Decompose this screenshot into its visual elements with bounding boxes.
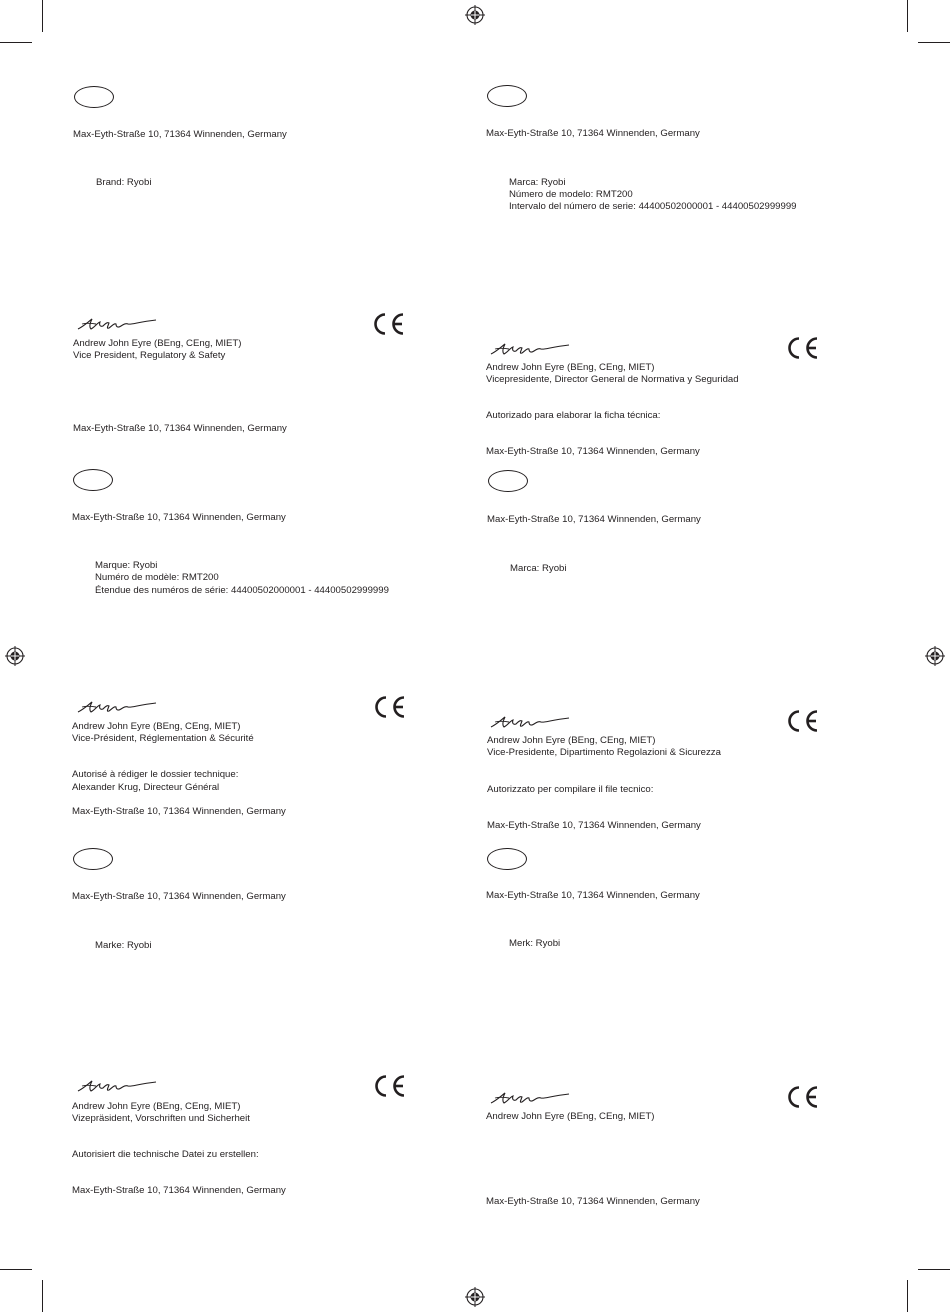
address-text: Max-Eyth-Straße 10, 71364 Winnenden, Germany [487, 820, 701, 831]
signatory-title: Vicepresidente, Director General de Normativa y Seguridad [486, 374, 739, 385]
authorized-text: Autorisé à rédiger le dossier technique: [72, 769, 239, 780]
registration-mark-icon [5, 646, 25, 666]
authorized-text: Autorizzato per compilare il file tecnico: [487, 784, 654, 795]
address-text: Max-Eyth-Straße 10, 71364 Winnenden, Germany [73, 423, 287, 434]
signatory-name: Andrew John Eyre (BEng, CEng, MIET) [72, 1101, 241, 1112]
crop-mark [0, 42, 32, 43]
ce-mark-icon [784, 708, 820, 734]
language-badge-oval [488, 470, 528, 492]
brand-text: Brand: Ryobi [96, 177, 152, 188]
ce-mark-icon [371, 1073, 407, 1099]
signature-icon [76, 1078, 158, 1094]
ce-mark-icon [370, 311, 406, 337]
authorized-text: Autorizado para elaborar la ficha técnica: [486, 410, 661, 421]
address-text: Max-Eyth-Straße 10, 71364 Winnenden, Germany [486, 446, 700, 457]
address-text: Max-Eyth-Straße 10, 71364 Winnenden, Germany [73, 129, 287, 140]
model-number-text: Numéro de modèle: RMT200 [95, 572, 219, 583]
language-badge-oval [74, 86, 114, 108]
registration-mark-icon [925, 646, 945, 666]
language-badge-oval [73, 469, 113, 491]
brand-text: Marca: Ryobi [509, 177, 566, 188]
crop-mark [918, 1269, 950, 1270]
address-text: Max-Eyth-Straße 10, 71364 Winnenden, Germany [72, 1185, 286, 1196]
signatory-title: Vizepräsident, Vorschriften und Sicherheit [72, 1113, 250, 1124]
language-badge-oval [73, 848, 113, 870]
signature-icon [76, 316, 158, 332]
address-text: Max-Eyth-Straße 10, 71364 Winnenden, Germany [72, 891, 286, 902]
signatory-name: Andrew John Eyre (BEng, CEng, MIET) [486, 1111, 655, 1122]
crop-mark [907, 0, 908, 32]
address-text: Max-Eyth-Straße 10, 71364 Winnenden, Germany [487, 514, 701, 525]
ce-mark-icon [784, 1084, 820, 1110]
registration-mark-icon [465, 1287, 485, 1307]
crop-mark [0, 1269, 32, 1270]
address-text: Max-Eyth-Straße 10, 71364 Winnenden, Germany [486, 1196, 700, 1207]
crop-mark [42, 0, 43, 32]
ce-mark-icon [784, 335, 820, 361]
signature-icon [489, 1090, 571, 1106]
address-text: Max-Eyth-Straße 10, 71364 Winnenden, Germany [486, 890, 700, 901]
signatory-name: Andrew John Eyre (BEng, CEng, MIET) [487, 735, 656, 746]
authorized-person-text: Alexander Krug, Directeur Général [72, 782, 220, 793]
signatory-name: Andrew John Eyre (BEng, CEng, MIET) [73, 338, 242, 349]
model-number-text: Número de modelo: RMT200 [509, 189, 633, 200]
serial-range-text: Étendue des numéros de série: 44400502000001 - 44400502999999 [95, 585, 389, 596]
registration-mark-icon [465, 5, 485, 25]
signatory-name: Andrew John Eyre (BEng, CEng, MIET) [486, 362, 655, 373]
brand-text: Marke: Ryobi [95, 940, 152, 951]
ce-mark-icon [371, 694, 407, 720]
signature-icon [76, 699, 158, 715]
crop-mark [918, 42, 950, 43]
language-badge-oval [487, 85, 527, 107]
authorized-text: Autorisiert die technische Datei zu erstellen: [72, 1149, 259, 1160]
signatory-name: Andrew John Eyre (BEng, CEng, MIET) [72, 721, 241, 732]
signatory-title: Vice-Président, Réglementation & Sécurité [72, 733, 254, 744]
signatory-title: Vice-Presidente, Dipartimento Regolazioni & Sicurezza [487, 747, 721, 758]
brand-text: Marca: Ryobi [510, 563, 567, 574]
brand-text: Marque: Ryobi [95, 560, 158, 571]
serial-range-text: Intervalo del número de serie: 44400502000001 - 44400502999999 [509, 201, 797, 212]
address-text: Max-Eyth-Straße 10, 71364 Winnenden, Germany [72, 512, 286, 523]
signature-icon [489, 341, 571, 357]
crop-mark [42, 1280, 43, 1312]
address-text: Max-Eyth-Straße 10, 71364 Winnenden, Germany [486, 128, 700, 139]
signatory-title: Vice President, Regulatory & Safety [73, 350, 226, 361]
crop-mark [907, 1280, 908, 1312]
brand-text: Merk: Ryobi [509, 938, 561, 949]
language-badge-oval [487, 848, 527, 870]
address-text: Max-Eyth-Straße 10, 71364 Winnenden, Germany [72, 806, 286, 817]
signature-icon [489, 714, 571, 730]
